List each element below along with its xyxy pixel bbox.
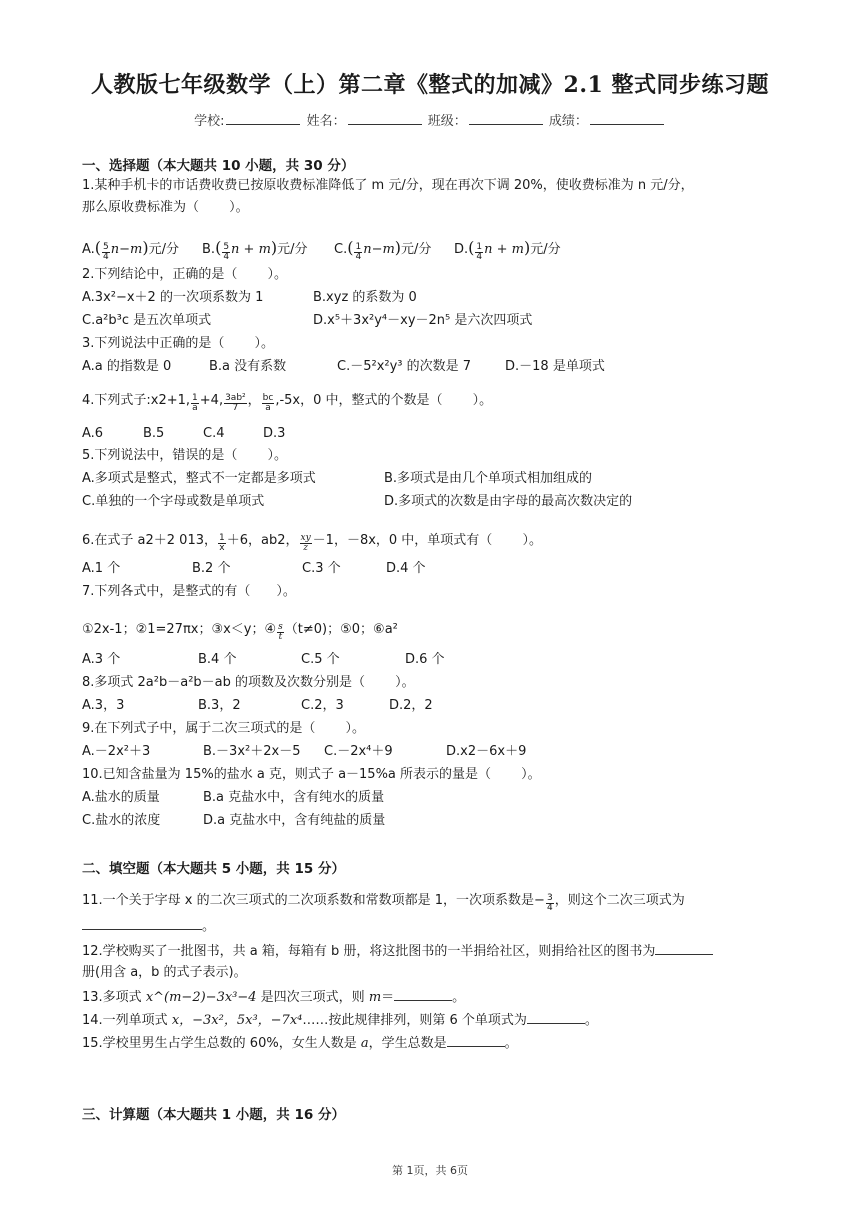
q6-option-d: D.4 个 — [386, 561, 426, 576]
score-label: 成绩： — [548, 114, 588, 129]
section-heading-fill: 二、填空题（本大题共 5 小题，共 15 分） — [82, 861, 345, 877]
q6-option-a: A.1 个 — [82, 561, 121, 576]
school-label: 学校: — [194, 114, 225, 129]
q8-option-b: B.3，2 — [198, 698, 241, 713]
q3-stem: 3.下列说法中正确的是（ ）。 — [82, 336, 275, 351]
q2-option-b: B.xyz 的系数为 0 — [313, 290, 417, 305]
q9-option-d: D.x2－6x＋9 — [446, 744, 527, 759]
q15-stem: 15.学校里男生占学生总数的 60%，女生人数是 a，学生总数是 。 — [82, 1036, 518, 1051]
q10-option-d: D.a 克盐水中，含有纯盐的质量 — [203, 813, 386, 828]
q4-option-b: B.5 — [143, 426, 165, 441]
q2-option-d: D.x⁵＋3x²y⁴－xy－2n⁵ 是六次四项式 — [313, 313, 533, 328]
q1-stem-line1: 1.某种手机卡的市话费收费已按原收费标准降低了 m 元/分，现在再次下调 20%，使收费标准为 n 元/分， — [82, 178, 694, 193]
q2-stem: 2.下列结论中，正确的是（ ）。 — [82, 267, 288, 282]
q7-option-d: D.6 个 — [405, 652, 445, 667]
q9-option-b: B.－3x²＋2x－5 — [203, 744, 301, 759]
q1-option-d: D.( $\frac{1}{4}$ n + m)元/分 — [454, 238, 561, 262]
q9-stem: 9.在下列式子中，属于二次三项式的是（ ）。 — [82, 721, 366, 736]
section-heading-choice: 一、选择题（本大题共 10 小题，共 30 分） — [82, 158, 355, 174]
q9-option-a: A.－2x²＋3 — [82, 744, 151, 759]
page-title: 人教版七年级数学（上）第二章《整式的加减》2.1 整式同步练习题 — [91, 72, 769, 98]
q3-option-d: D.－18 是单项式 — [505, 359, 605, 374]
q6-option-c: C.3 个 — [302, 561, 341, 576]
q4-option-a: A.6 — [82, 426, 104, 441]
q6-stem: 6.在式子 a2＋2 013， $\frac{1}{x}$ ＋6，ab2， $\frac{xy}{z}$ －1，－8x，0 中，单项式有（ ）。 — [82, 533, 542, 553]
q12-line2: 册(用含 a，b 的式子表示)。 — [82, 965, 247, 980]
q2-option-a: A.3x²−x＋2 的一次项系数为 1 — [82, 290, 264, 305]
q6-option-b: B.2 个 — [192, 561, 231, 576]
class-blank[interactable] — [469, 112, 543, 125]
q1-stem-line2: 那么原收费标准为（ ）。 — [82, 200, 249, 215]
q9-option-c: C.－2x⁴＋9 — [324, 744, 393, 759]
q13-answer-blank[interactable] — [394, 988, 452, 1001]
section-heading-calc: 三、计算题（本大题共 1 小题，共 16 分） — [82, 1107, 345, 1123]
q4-option-c: C.4 — [203, 426, 225, 441]
name-blank[interactable] — [348, 112, 422, 125]
q7-stem: 7.下列各式中，是整式的有（ ）。 — [82, 584, 296, 599]
q10-option-a: A.盐水的质量 — [82, 790, 160, 805]
school-blank[interactable] — [226, 112, 300, 125]
q13-stem: 13.多项式 x^(m−2)−3x³−4 是四次三项式，则 m＝ 。 — [82, 990, 466, 1005]
q10-option-b: B.a 克盐水中，含有纯水的质量 — [203, 790, 385, 805]
q11-stem: 11.一个关于字母 x 的二次三项式的二次项系数和常数项都是 1，一次项系数是− $\frac{3}{4}$ ，则这个二次三项式为 — [82, 893, 685, 913]
q8-option-c: C.2，3 — [301, 698, 344, 713]
q8-option-a: A.3，3 — [82, 698, 125, 713]
q4-stem: 4.下列式子:x2+1, $\frac{1}{a}$ +4, $\frac{\text{3ab²}}{7}$ ， $\frac{bc}{a}$ ,-5x，0 中，整式的个数是（ ）。 — [82, 393, 493, 413]
q8-option-d: D.2，2 — [389, 698, 433, 713]
q15-answer-blank[interactable] — [447, 1034, 505, 1047]
q14-answer-blank[interactable] — [527, 1011, 585, 1024]
q1-option-b: B.( $\frac{5}{4}$ n + m)元/分 — [202, 238, 308, 262]
q5-stem: 5.下列说法中，错误的是（ ）。 — [82, 448, 288, 463]
q3-option-a: A.a 的指数是 0 — [82, 359, 172, 374]
q5-option-c: C.单独的一个字母或数是单项式 — [82, 494, 265, 509]
q4-option-d: D.3 — [263, 426, 286, 441]
q7-items: ①2x-1；②1=27πx；③x＜y；④ $\frac{s}{t}$ （t≠0)；⑤0；⑥a² — [82, 622, 398, 642]
q7-option-c: C.5 个 — [301, 652, 340, 667]
q11-answer-blank[interactable] — [82, 917, 202, 930]
student-info-line — [0, 110, 860, 129]
q1-option-c: C.( $\frac{1}{4}$ n−m)元/分 — [334, 238, 432, 262]
q5-option-d: D.多项式的次数是由字母的最高次数决定的 — [384, 494, 633, 509]
score-blank[interactable] — [590, 112, 664, 125]
page-footer: 第 1页，共 6页 — [392, 1164, 468, 1177]
q3-option-c: C.－5²x²y³ 的次数是 7 — [337, 359, 472, 374]
q10-stem: 10.已知含盐量为 15%的盐水 a 克，则式子 a－15%a 所表示的量是（ ）。 — [82, 767, 541, 782]
q8-stem: 8.多项式 2a²b－a²b－ab 的项数及次数分别是（ ）。 — [82, 675, 415, 690]
q12-answer-blank[interactable] — [655, 942, 713, 955]
q2-option-c: C.a²b³c 是五次单项式 — [82, 313, 212, 328]
q7-option-a: A.3 个 — [82, 652, 121, 667]
q7-option-b: B.4 个 — [198, 652, 237, 667]
q14-stem: 14.一列单项式 x，−3x²，5x³，−7x⁴……按此规律排列，则第 6 个单项式为 。 — [82, 1013, 598, 1028]
name-label: 姓名： — [306, 114, 346, 129]
class-label: 班级： — [427, 114, 467, 129]
q10-option-c: C.盐水的浓度 — [82, 813, 161, 828]
q5-option-b: B.多项式是由几个单项式相加组成的 — [384, 471, 593, 486]
q12-line1: 12.学校购买了一批图书，共 a 箱，每箱有 b 册，将这批图书的一半捐给社区，则捐给社区的图书为 — [82, 942, 713, 960]
q3-option-b: B.a 没有系数 — [209, 359, 287, 374]
q1-option-a: A.( $\frac{5}{4}$ n−m)元/分 — [82, 238, 180, 262]
q11-answer-line: 。 — [82, 917, 215, 935]
q5-option-a: A.多项式是整式，整式不一定都是多项式 — [82, 471, 316, 486]
